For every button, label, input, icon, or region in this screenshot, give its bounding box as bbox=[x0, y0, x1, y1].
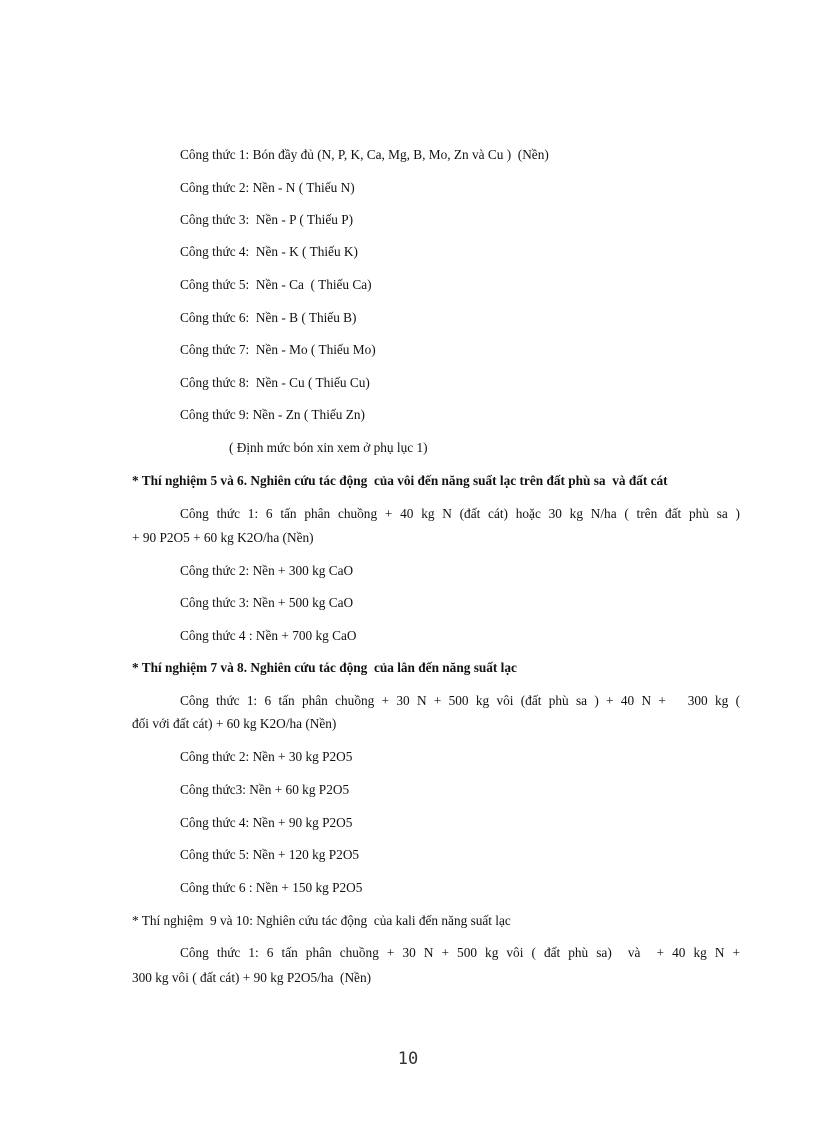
treatment-line: Công thức 4: Nền - K ( Thiếu K) bbox=[180, 244, 358, 259]
treatment-line-continuation: 300 kg vôi ( đất cát) + 90 kg P2O5/ha (Nền) bbox=[132, 970, 372, 985]
section-heading: * Thí nghiệm 5 và 6. Nghiên cứu tác động của vôi đến năng suất lạc trên đất phù sa và đất cát bbox=[132, 473, 668, 488]
treatment-line: Công thức 7: Nền - Mo ( Thiếu Mo) bbox=[180, 342, 376, 357]
treatment-line: Công thức 5: Nền - Ca ( Thiếu Ca) bbox=[180, 277, 372, 292]
treatment-line-continuation: + 90 P2O5 + 60 kg K2O/ha (Nền) bbox=[132, 530, 314, 545]
treatment-line: Công thức 1: 6 tấn phân chuồng + 30 N + 500 kg vôi ( đất phù sa) và + 40 kg N + bbox=[180, 945, 740, 960]
treatment-line: Công thức 2: Nền - N ( Thiếu N) bbox=[180, 180, 355, 195]
treatment-line: Công thức 1: 6 tấn phân chuồng + 40 kg N (đất cát) hoặc 30 kg N/ha ( trên đất phù sa ) bbox=[180, 506, 740, 521]
treatment-line: Công thức 1: 6 tấn phân chuồng + 30 N + 500 kg vôi (đất phù sa ) + 40 N + 300 kg ( bbox=[180, 693, 740, 708]
treatment-line: Công thức 9: Nền - Zn ( Thiếu Zn) bbox=[180, 407, 365, 422]
treatment-line: Công thức 5: Nền + 120 kg P2O5 bbox=[180, 847, 360, 862]
treatment-line: Công thức 1: Bón đầy đủ (N, P, K, Ca, Mg, B, Mo, Zn và Cu ) (Nền) bbox=[180, 147, 549, 162]
section-heading: * Thí nghiệm 9 và 10: Nghiên cứu tác động của kali đến năng suất lạc bbox=[132, 913, 511, 928]
treatment-line: Công thức3: Nền + 60 kg P2O5 bbox=[180, 782, 350, 797]
treatment-line: Công thức 4 : Nền + 700 kg CaO bbox=[180, 628, 357, 643]
treatment-line: Công thức 6: Nền - B ( Thiếu B) bbox=[180, 310, 357, 325]
treatment-line: Công thức 2: Nền + 300 kg CaO bbox=[180, 563, 354, 578]
treatment-line: Công thức 2: Nền + 30 kg P2O5 bbox=[180, 749, 353, 764]
treatment-line: Công thức 3: Nền - P ( Thiếu P) bbox=[180, 212, 354, 227]
page-number: 10 bbox=[397, 1049, 419, 1069]
section-heading: * Thí nghiệm 7 và 8. Nghiên cứu tác động của lân đến năng suất lạc bbox=[132, 660, 517, 675]
treatment-line-continuation: đối với đất cát) + 60 kg K2O/ha (Nền) bbox=[132, 716, 337, 731]
treatment-line: Công thức 4: Nền + 90 kg P2O5 bbox=[180, 815, 353, 830]
treatment-line: Công thức 3: Nền + 500 kg CaO bbox=[180, 595, 354, 610]
appendix-note: ( Định mức bón xin xem ở phụ lục 1) bbox=[229, 440, 428, 455]
treatment-line: Công thức 8: Nền - Cu ( Thiếu Cu) bbox=[180, 375, 370, 390]
treatment-line: Công thức 6 : Nền + 150 kg P2O5 bbox=[180, 880, 363, 895]
